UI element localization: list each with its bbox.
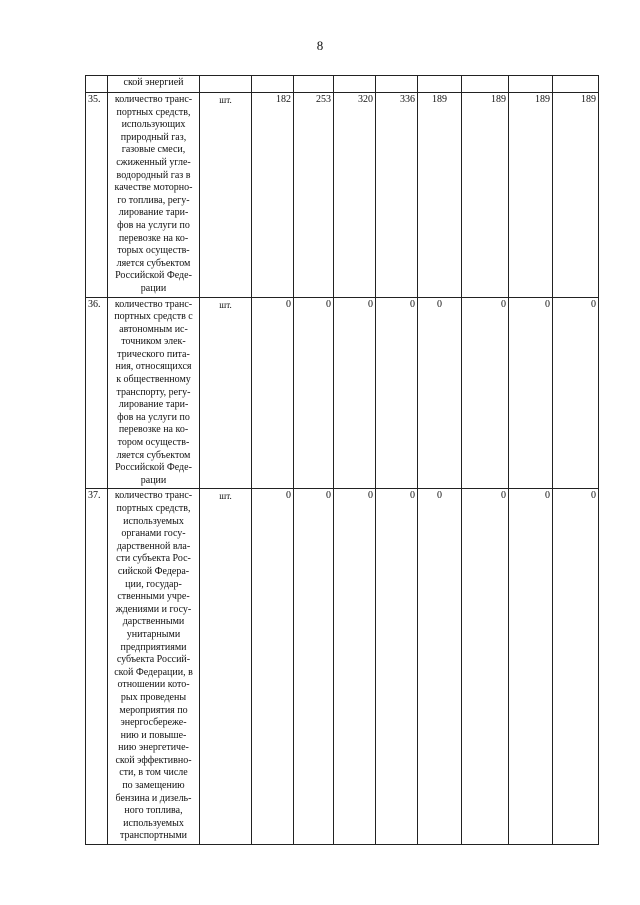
value-cell [462, 76, 509, 93]
value-cell: 189 [553, 93, 599, 298]
description-line: транспортными [119, 830, 188, 842]
row-description [108, 297, 200, 489]
value-cell [509, 76, 553, 93]
description-line: количество транс- [114, 298, 193, 310]
description-line: к общественному [116, 374, 191, 386]
page-number: 8 [316, 38, 324, 53]
description-line: бензина и дизель- [115, 792, 192, 804]
description-line: природный газ, [120, 131, 187, 143]
value-cell: 0 [462, 297, 509, 489]
table-row-continuation [86, 76, 599, 93]
description-line: перевозке на ко- [118, 424, 189, 436]
row-description [108, 76, 200, 93]
description-line: сти, в том числе [119, 767, 188, 779]
value-cell [252, 76, 294, 93]
value-cell [334, 76, 376, 93]
description-line: ственными учре- [117, 591, 190, 603]
description-line: ской эффективно- [115, 754, 192, 766]
row-unit: шт. [200, 489, 252, 845]
value-cell: 0 [376, 297, 418, 489]
row-unit: шт. [200, 93, 252, 298]
description-line: ного топлива, [124, 805, 183, 817]
description-line: точником элек- [121, 336, 186, 348]
description-line: использующих [121, 119, 186, 131]
value-cell: 0 [334, 297, 376, 489]
description-line: сийской Федера- [117, 565, 190, 577]
description-line: ляется субъектом [116, 257, 191, 269]
description-line: используемых [123, 817, 184, 829]
row-unit: шт. [200, 297, 252, 489]
description-line: мероприятия по [119, 704, 188, 716]
description-line: перевозке на ко- [118, 232, 189, 244]
value-cell: 0 [462, 489, 509, 845]
value-cell: 189 [462, 93, 509, 298]
description-line: ждениями и госу- [115, 603, 192, 615]
description-line: сти субъекта Рос- [116, 553, 191, 565]
description-line: дарственными [122, 616, 185, 628]
value-cell: 336 [376, 93, 418, 298]
value-cell: 0 [252, 297, 294, 489]
value-cell: 0 [294, 489, 334, 845]
value-cell: 0 [509, 489, 553, 845]
description-line: отношении кото- [117, 679, 190, 691]
value-cell: 0 [334, 489, 376, 845]
description-line: качестве моторно- [114, 182, 193, 194]
row-number-cell [86, 76, 108, 93]
row-number: 36. [86, 297, 108, 489]
description-line: портных средств, [116, 503, 191, 514]
value-cell: 0 [553, 297, 599, 489]
table-row [86, 489, 599, 845]
value-cell: 189 [418, 93, 462, 298]
description-line: предприятиями [120, 641, 187, 653]
description-line: рации [140, 282, 167, 294]
description-line: Российской Феде- [115, 270, 192, 282]
description-line: лирование тари- [118, 207, 189, 219]
description-line: портных средств с [114, 311, 193, 323]
value-cell: 182 [252, 93, 294, 298]
description-line: водородный газ в [116, 169, 191, 181]
description-line: го топлива, регу- [117, 194, 190, 206]
description-line: ляется субъектом [116, 449, 191, 461]
description-line: унитарными [126, 628, 181, 640]
description-line: нию и повыше- [120, 729, 187, 741]
description-line: ской энергией [123, 77, 184, 88]
description-line: используемых [123, 515, 184, 527]
value-cell: 253 [294, 93, 334, 298]
value-cell: 189 [509, 93, 553, 298]
description-line: фов на услуги по [117, 219, 190, 231]
unit-cell [200, 76, 252, 93]
value-cell: 0 [418, 297, 462, 489]
description-line: газовые смеси, [121, 144, 186, 156]
description-line: сжиженный угле- [116, 156, 191, 168]
description-line: торых осуществ- [117, 245, 190, 257]
description-line: количество транс- [114, 490, 193, 502]
description-line: количество транс- [114, 94, 193, 105]
value-cell: 0 [509, 297, 553, 489]
indicator-table [85, 75, 599, 845]
description-line: энергосбереже- [120, 717, 187, 729]
description-line: портных средств, [116, 106, 191, 118]
value-cell: 0 [376, 489, 418, 845]
row-description [108, 489, 200, 845]
value-cell: 0 [252, 489, 294, 845]
description-line: тором осуществ- [117, 437, 190, 449]
description-line: автономным ис- [119, 323, 188, 335]
value-cell [418, 76, 462, 93]
value-cell: 0 [294, 297, 334, 489]
description-line: дарственной вла- [116, 540, 191, 552]
description-line: нию энергетиче- [118, 742, 189, 754]
row-number: 37. [86, 489, 108, 845]
description-line: транспорту, регу- [116, 386, 191, 398]
value-cell: 0 [553, 489, 599, 845]
description-line: лирование тари- [118, 399, 189, 411]
value-cell: 320 [334, 93, 376, 298]
description-line: трического пита- [117, 348, 190, 360]
description-line: ции, государ- [125, 578, 182, 590]
description-line: Российской Феде- [115, 462, 192, 474]
description-line: ния, относящихся [115, 361, 192, 373]
description-line: фов на услуги по [117, 411, 190, 423]
value-cell [376, 76, 418, 93]
row-number: 35. [86, 93, 108, 298]
value-cell: 0 [418, 489, 462, 845]
description-line: рых проведены [120, 691, 187, 703]
value-cell [553, 76, 599, 93]
description-line: субъекта Россий- [116, 654, 191, 666]
description-line: органами госу- [121, 528, 186, 540]
table-row [86, 93, 599, 298]
description-line: ской Федерации, в [114, 666, 193, 678]
value-cell [294, 76, 334, 93]
description-line: по замещению [122, 780, 185, 792]
row-description [108, 93, 200, 298]
description-line: рации [140, 474, 167, 486]
table-row [86, 297, 599, 489]
